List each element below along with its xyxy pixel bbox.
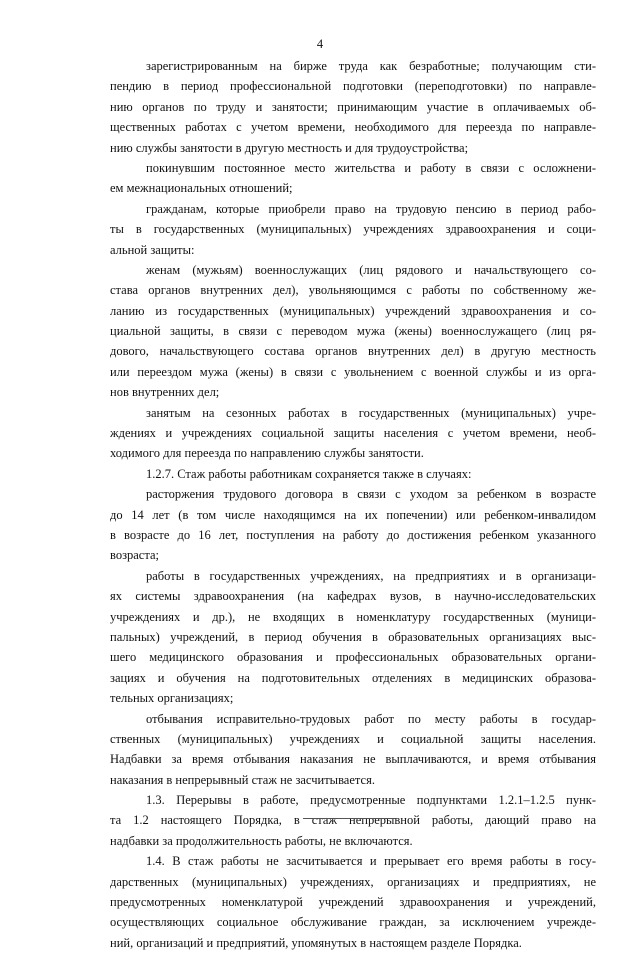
text-line: ственных (муниципальных) учреждениях и социальной защиты населения. [110, 731, 596, 746]
text-line: зациях и обучения на подготовительных отделениях в медицинских образова- [110, 670, 596, 685]
text-line: циальной защиты, в связи с переводом мужа (жены) военнослужащего (лиц ря- [110, 324, 596, 339]
text-line: ждениях и учреждениях социальной защиты населения с учетом времени, необ- [110, 426, 596, 441]
text-line: ях системы здравоохранения (на кафедрах вузов, в научно-исследовательских [110, 589, 596, 604]
text-line: ходимого для переезда по направлению службы занятости. [110, 446, 424, 461]
text-line: 1.3. Перерывы в работе, предусмотренные подпунктами 1.2.1–1.2.5 пунк- [146, 793, 596, 808]
text-line: пендию в период профессиональной подготовки (переподготовки) по направле- [110, 79, 596, 94]
text-line: щественных работах с учетом времени, необходимого для переезда по направле- [110, 120, 596, 135]
text-line: тельных организациях; [110, 691, 234, 706]
text-line: наказания в непрерывный стаж не засчитывается. [110, 772, 375, 787]
text-line: нию органов по труду и занятости; принимающим участие в оплачиваемых об- [110, 99, 596, 114]
text-line: гражданам, которые приобрели право на трудовую пенсию в период рабо- [146, 201, 596, 216]
separator-line [303, 818, 395, 819]
text-line: надбавки за продолжительность работы, не включаются. [110, 833, 413, 848]
text-line: Надбавки за время отбывания наказания не выплачиваются, и время отбывания [110, 752, 596, 767]
text-line: занятым на сезонных работах в государственных (муниципальных) учре- [146, 405, 596, 420]
text-line: учреждениях и др.), не входящих в номенклатуру государственных (муници- [110, 609, 596, 624]
text-line: предусмотренных номенклатурой учреждений здравоохранения и учреждений, [110, 895, 596, 910]
text-line: пальных) учреждений, в период обучения в образовательных организациях выс- [110, 629, 596, 644]
text-line: дового, начальствующего состава органов внутренних дел) в другую местность [110, 344, 596, 359]
text-line: ты в государственных (муниципальных) учреждениях здравоохранения и соци- [110, 222, 596, 237]
text-line: та 1.2 настоящего Порядка, в стаж непрерывной работы, дающий право на [110, 813, 596, 828]
text-line: отбывания исправительно-трудовых работ по месту работы в государ- [146, 711, 596, 726]
text-line: альной защиты: [110, 242, 195, 257]
text-line: работы в государственных учреждениях, на предприятиях и в организаци- [146, 568, 596, 583]
text-line: возраста; [110, 548, 159, 563]
text-line: шего медицинского образования и профессиональных образовательных органи- [110, 650, 596, 665]
text-line: женам (мужьям) военнослужащих (лиц рядового и начальствующего со- [146, 262, 596, 277]
text-line: или переездом мужа (жены) в связи с увольнением с военной службы и из орга- [110, 364, 596, 379]
text-line: 1.4. В стаж работы не засчитывается и прерывает его время работы в госу- [146, 854, 596, 869]
text-line: ний, организаций и предприятий, упомянутых в настоящем разделе Порядка. [110, 935, 522, 950]
text-line: 1.2.7. Стаж работы работникам сохраняется также в случаях: [146, 466, 472, 481]
text-line: зарегистрированным на бирже труда как безработные; получающим сти- [146, 59, 596, 73]
text-line: дарственных (муниципальных) учреждениях, организациях и предприятиях, не [110, 874, 596, 889]
text-line: покинувшим постоянное место жительства и работу в связи с осложнени- [146, 160, 596, 175]
text-line: расторжения трудового договора в связи с уходом за ребенком в возрасте [146, 487, 596, 502]
text-line: ем межнациональных отношений; [110, 181, 293, 196]
text-line: ланию из государственных (муниципальных) учреждений здравоохранения и со- [110, 303, 596, 318]
text-line: нию службы занятости в другую местность и для трудоустройства; [110, 140, 469, 155]
text-line: става органов внутренних дел), увольняющимся с работы по собственному же- [110, 283, 596, 298]
text-line: до 14 лет (в том числе находящимся на их попечении) или ребенком-инвалидом [110, 507, 596, 522]
page-number: 4 [316, 37, 324, 51]
text-line: в возрасте до 16 лет, поступления на работу до достижения ребенком указанного [110, 527, 596, 542]
text-line: осуществляющих социальное обслуживание граждан, за исключением учрежде- [110, 915, 596, 930]
text-line: нов внутренних дел; [110, 385, 220, 400]
